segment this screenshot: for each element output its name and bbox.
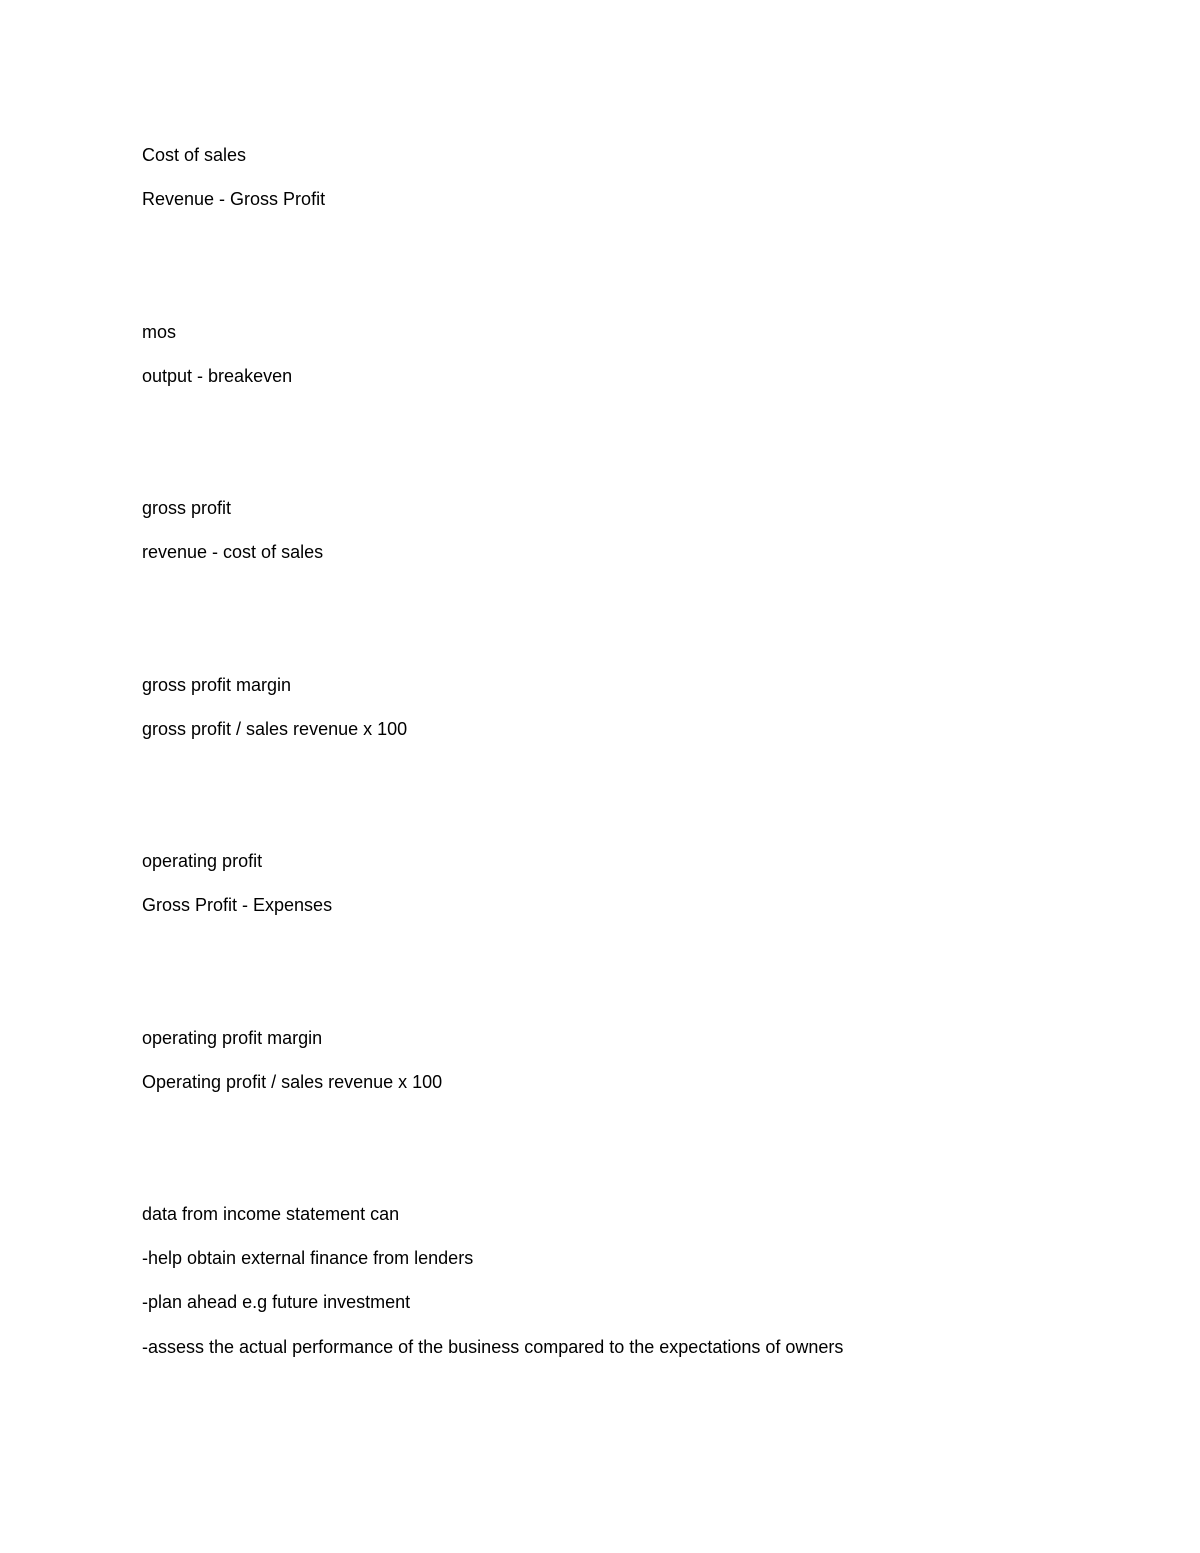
income-statement-point: -assess the actual performance of the business compared to the expectations of owners: [142, 1337, 844, 1357]
term-mos: mos: [142, 322, 177, 342]
definition-operating-profit-margin: Operating profit / sales revenue x 100: [142, 1072, 443, 1092]
term-gross-profit: gross profit: [142, 498, 232, 518]
income-statement-heading: data from income statement can: [142, 1204, 400, 1224]
income-statement-point: -plan ahead e.g future investment: [142, 1292, 411, 1312]
definition-cost-of-sales: Revenue - Gross Profit: [142, 189, 326, 209]
definition-gross-profit-margin: gross profit / sales revenue x 100: [142, 719, 408, 739]
term-cost-of-sales: Cost of sales: [142, 145, 247, 165]
definition-operating-profit: Gross Profit - Expenses: [142, 895, 333, 915]
term-operating-profit-margin: operating profit margin: [142, 1028, 323, 1048]
income-statement-point: -help obtain external finance from lenders: [142, 1248, 474, 1268]
definition-mos: output - breakeven: [142, 366, 293, 386]
definition-gross-profit: revenue - cost of sales: [142, 542, 324, 562]
term-gross-profit-margin: gross profit margin: [142, 675, 292, 695]
term-operating-profit: operating profit: [142, 851, 263, 871]
